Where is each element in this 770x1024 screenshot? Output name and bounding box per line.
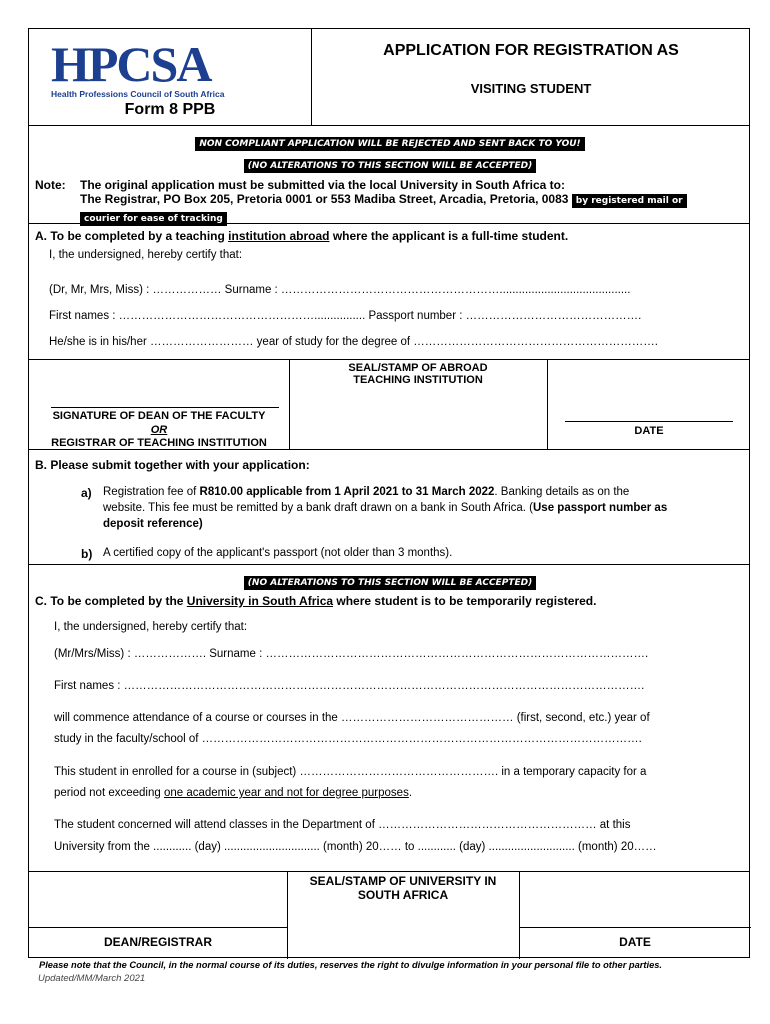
date-line	[519, 927, 751, 928]
warning-no-alterations: (NO ALTERATIONS TO THIS SECTION WILL BE ACCEPTED)	[244, 159, 536, 173]
section-b-heading: B. Please submit together with your application:	[35, 458, 310, 472]
section-c-seal: SEAL/STAMP OF UNIVERSITY IN SOUTH AFRICA	[309, 874, 497, 902]
section-a-certify: I, the undersigned, hereby certify that:	[49, 249, 243, 261]
section-a-sig2: REGISTRAR OF TEACHING INSTITUTION	[51, 437, 267, 449]
divider	[29, 359, 749, 360]
item-a-line2: website. This fee must be remitted by a bank draft drawn on a bank in South Africa. (Use passport number as	[103, 502, 668, 514]
hpcsa-logo	[51, 36, 231, 99]
section-c-commence-2[interactable]: study in the faculty/school of …………………………………………………………………………………………………….	[54, 733, 642, 745]
note-line2: The Registrar, PO Box 205, Pretoria 0001 or 553 Madiba Street, Arcadia, Pretoria, 0083	[80, 192, 569, 206]
signature-line	[29, 927, 287, 928]
item-b-line: A certified copy of the applicant's passport (not older than 3 months).	[103, 547, 453, 559]
warning-no-alterations-c: (NO ALTERATIONS TO THIS SECTION WILL BE ACCEPTED)	[244, 576, 536, 590]
note-label: Note:	[35, 178, 66, 192]
note-highlight-2: courier for ease of tracking	[80, 212, 227, 226]
divider	[29, 449, 749, 450]
warning-rejected: NON COMPLIANT APPLICATION WILL BE REJECTED AND SENT BACK TO YOU!	[195, 137, 584, 151]
section-c-sig: DEAN/REGISTRAR	[103, 935, 212, 949]
section-c-enrolled-2: period not exceeding one academic year and not for degree purposes.	[54, 787, 413, 799]
form-number: Form 8 PPB	[124, 101, 216, 118]
divider	[29, 564, 749, 565]
section-a-date: DATE	[634, 425, 664, 437]
section-a-sig1: SIGNATURE OF DEAN OF THE FACULTY	[52, 410, 266, 422]
section-a-name-field[interactable]: (Dr, Mr, Mrs, Miss) : ……………… Surname : ………………………………………………….........................................	[49, 284, 631, 296]
signature-line	[51, 407, 279, 408]
footer-updated: Updated/MM/March 2021	[38, 973, 146, 984]
item-a-line1: Registration fee of R810.00 applicable from 1 April 2021 to 31 March 2022. Banking details as on the	[103, 486, 630, 498]
section-a-firstname-field[interactable]: First names : ……………………………………………................ Passport number : ……………………………………….	[49, 310, 642, 322]
item-a-label: a)	[81, 486, 92, 500]
date-line	[565, 421, 733, 422]
divider	[29, 871, 749, 872]
section-a-heading: A. To be completed by a teaching institution abroad where the applicant is a full-time student.	[35, 229, 569, 243]
section-c-name-field[interactable]: (Mr/Mrs/Miss) : ………………. Surname : ……………………………………………………………………………………….	[54, 648, 649, 660]
item-b-label: b)	[81, 547, 93, 561]
section-c-commence-1[interactable]: will commence attendance of a course or courses in the ……………………………………… (first, second, etc.) year of	[54, 712, 650, 724]
form-subtitle: VISITING STUDENT	[470, 81, 592, 96]
section-a-study-field[interactable]: He/she is in his/her ……………………… year of study for the degree of ……………………………………………………….	[49, 336, 659, 348]
section-a-or: OR	[150, 424, 168, 436]
section-c-date: DATE	[619, 935, 651, 949]
logo-subtitle: Health Professions Council of South Africa	[51, 89, 225, 99]
registration-form	[28, 28, 750, 958]
divider	[29, 223, 749, 224]
section-c-dept-2[interactable]: University from the ............ (day) .............................. (month) 20…… to ............ (day) ........................... (month) 20……	[54, 841, 657, 853]
form-title: APPLICATION FOR REGISTRATION AS	[383, 42, 679, 59]
section-c-dept-1[interactable]: The student concerned will attend classes in the Department of ………………………………………………… at this	[54, 819, 631, 831]
section-a-seal: SEAL/STAMP OF ABROAD TEACHING INSTITUTION	[348, 362, 488, 386]
note-highlight-1: by registered mail or	[572, 194, 687, 208]
item-a-line3: deposit reference)	[103, 518, 203, 530]
section-c-heading: C. To be completed by the University in South Africa where student is to be temporarily registered.	[35, 594, 597, 608]
footer-note: Please note that the Council, in the normal course of its duties, reserves the right to divulge information in your personal file to other parties.	[39, 960, 662, 970]
section-c-enrolled-1[interactable]: This student in enrolled for a course in (subject) ……………………………………………. in a temporary capacity for a	[54, 766, 647, 778]
logo-text: HPCSA	[51, 36, 211, 92]
section-c-firstname-field[interactable]: First names : ……………………………………………………………………………………………………………………….	[54, 680, 645, 692]
section-c-certify: I, the undersigned, hereby certify that:	[54, 621, 248, 633]
note-line1: The original application must be submitted via the local University in South Africa to:	[80, 178, 565, 192]
divider	[29, 125, 749, 126]
